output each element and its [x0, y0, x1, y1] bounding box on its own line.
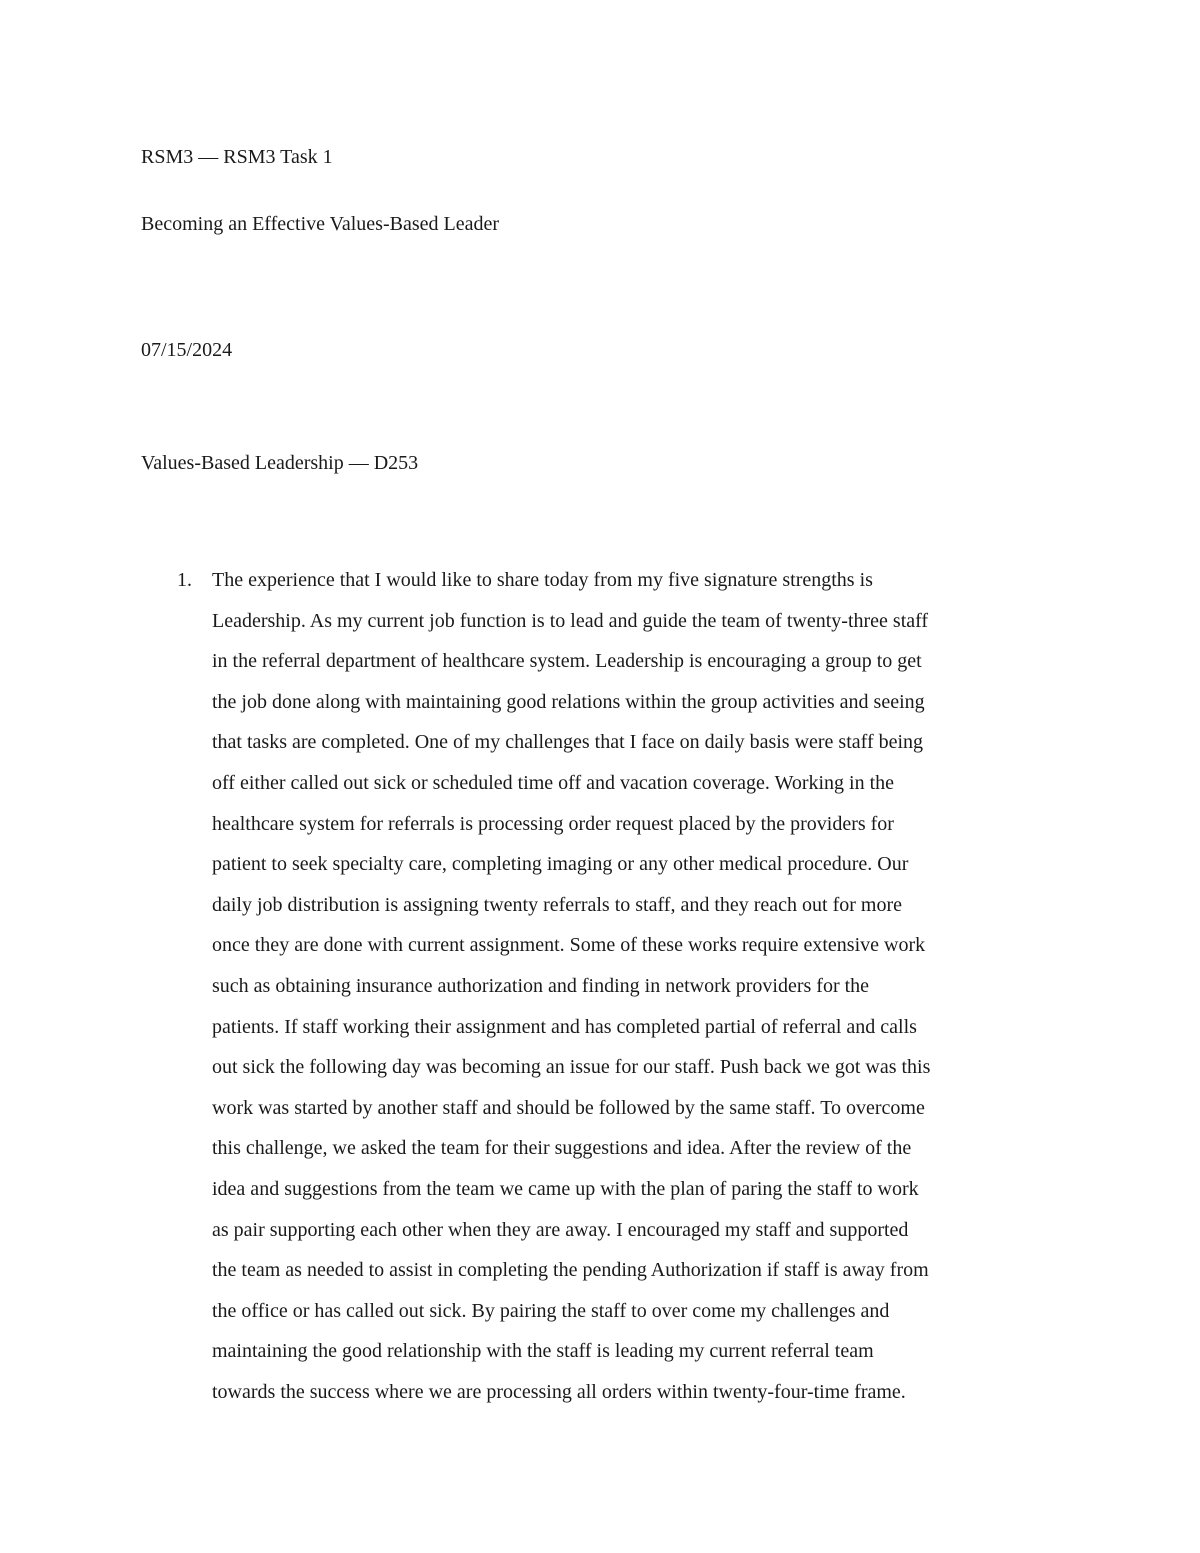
paragraph-line: idea and suggestions from the team we came up with the plan of paring the staff to work	[212, 1177, 919, 1200]
paragraph	[212, 560, 1071, 1412]
paragraph-line: The experience that I would like to share today from my five signature strengths is	[212, 569, 873, 591]
paragraph-line: maintaining the good relationship with the staff is leading my current referral team	[212, 1340, 874, 1363]
paragraph-line: out sick the following day was becoming an issue for our staff. Push back we got was this	[212, 1056, 931, 1079]
paragraph-line: as pair supporting each other when they are away. I encouraged my staff and supported	[212, 1218, 909, 1241]
paragraph-line: daily job distribution is assigning twenty referrals to staff, and they reach out for more	[212, 893, 903, 916]
paragraph-line: the team as needed to assist in completing the pending Authorization if staff is away from	[212, 1259, 929, 1282]
paragraph-line: patients. If staff working their assignment and has completed partial of referral and calls	[212, 1015, 917, 1038]
paragraph-line: off either called out sick or scheduled time off and vacation coverage. Working in the	[212, 771, 895, 794]
list-item	[141, 560, 1071, 1412]
paragraph-line: that tasks are completed. One of my challenges that I face on daily basis were staff being	[212, 731, 924, 754]
paragraph-line: this challenge, we asked the team for their suggestions and idea. After the review of the	[212, 1137, 912, 1160]
course-line: RSM3 — RSM3 Task 1	[141, 146, 333, 168]
paragraph-line: towards the success where we are processing all orders within twenty-four-time frame.	[212, 1380, 906, 1403]
paragraph-line: healthcare system for referrals is processing order request placed by the providers for	[212, 812, 894, 835]
date-line: 07/15/2024	[141, 339, 233, 361]
paragraph-line: in the referral department of healthcare system. Leadership is encouraging a group to get	[212, 650, 922, 673]
numbered-list	[141, 560, 1071, 1412]
subject-line: Values-Based Leadership — D253	[141, 452, 419, 474]
paragraph-line: Leadership. As my current job function is to lead and guide the team of twenty-three staff	[212, 609, 929, 632]
paragraph-line: once they are done with current assignment. Some of these works require extensive work	[212, 934, 926, 957]
paragraph-line: patient to seek specialty care, completing imaging or any other medical procedure. Our	[212, 853, 909, 876]
paragraph-line: the office or has called out sick. By pairing the staff to over come my challenges and	[212, 1299, 890, 1322]
paragraph-line: such as obtaining insurance authorization and finding in network providers for the	[212, 974, 870, 997]
list-number: 1.	[177, 569, 192, 591]
paragraph-line: work was started by another staff and should be followed by the same staff. To overcome	[212, 1096, 925, 1119]
task-title: Becoming an Effective Values-Based Leader	[141, 213, 500, 235]
paragraph-line: the job done along with maintaining good relations within the group activities and seeing	[212, 690, 925, 713]
